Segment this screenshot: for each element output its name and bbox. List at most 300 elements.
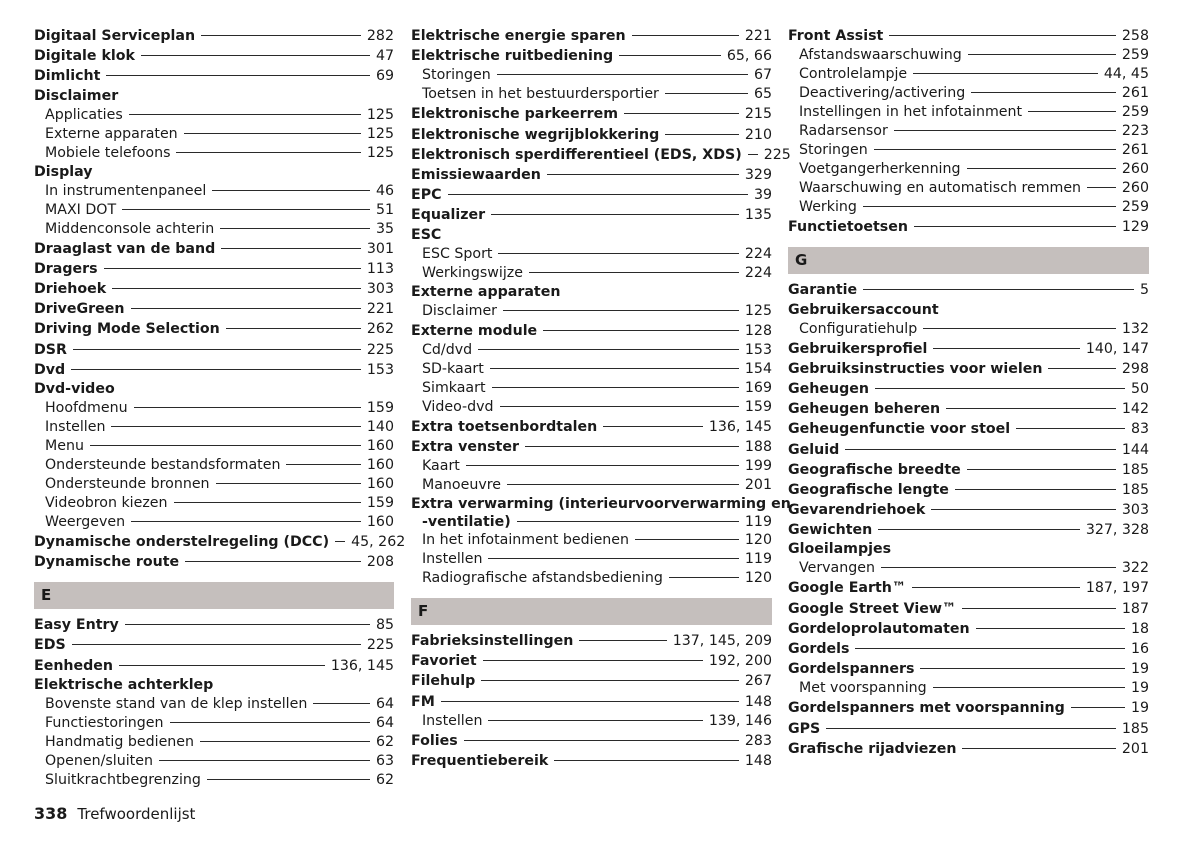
entry-page-reference: 322 — [1121, 560, 1149, 577]
entry-label: Simkaart — [422, 379, 486, 396]
index-entry — [411, 283, 772, 302]
entry-page-reference: 63 — [375, 752, 394, 769]
entry-page-reference: 51 — [375, 201, 394, 218]
entry-label: Favoriet — [411, 653, 477, 670]
index-entry — [411, 341, 772, 360]
index-entry — [34, 475, 394, 494]
index-entry — [788, 460, 1149, 480]
entry-page-reference: 224 — [744, 245, 772, 262]
index-entry — [788, 500, 1149, 520]
leader-line — [543, 330, 739, 331]
leader-line — [478, 349, 739, 350]
entry-page-reference: 225 — [366, 341, 394, 358]
entry-label: EDS — [34, 637, 66, 654]
leader-line — [635, 539, 739, 540]
leader-line — [976, 628, 1125, 629]
leader-line — [216, 483, 361, 484]
index-entry — [788, 198, 1149, 217]
entry-label: MAXI DOT — [45, 201, 117, 218]
leader-line — [619, 55, 721, 56]
index-entry — [788, 65, 1149, 84]
entry-label: Radiografische afstandsbediening — [422, 570, 663, 587]
leader-line — [967, 168, 1116, 169]
leader-line — [221, 248, 361, 249]
entry-label: Controlelampje — [799, 66, 908, 83]
index-entry — [411, 321, 772, 341]
section-header: E — [34, 582, 394, 609]
entry-label: Gebruikersprofiel — [788, 340, 928, 357]
entry-page-reference: 215 — [744, 106, 772, 123]
entry-label: GPS — [788, 720, 821, 737]
entry-page-reference: 185 — [1121, 461, 1149, 478]
index-entry — [34, 87, 394, 106]
entry-page-reference: 119 — [744, 514, 772, 531]
entry-page-reference: 35 — [375, 220, 394, 237]
entry-page-reference: 45, 262 — [351, 533, 406, 550]
entry-label: Gloeilampjes — [788, 541, 892, 558]
index-entry — [788, 698, 1149, 718]
entry-label: Instellingen in het infotainment — [799, 104, 1023, 121]
index-entry — [34, 733, 394, 752]
leader-line — [748, 154, 758, 155]
entry-label: ESC — [411, 226, 442, 243]
entry-page-reference: 153 — [744, 341, 772, 358]
leader-line — [913, 73, 1098, 74]
index-entry — [411, 550, 772, 569]
entry-page-reference: 259 — [1121, 47, 1149, 64]
entry-label: Ondersteunde bestandsformaten — [45, 456, 281, 473]
entry-page-reference: 159 — [366, 494, 394, 511]
index-entry — [34, 239, 394, 259]
entry-page-reference: 136, 145 — [708, 418, 772, 435]
index-entry — [411, 379, 772, 398]
entry-label: Fabrieksinstellingen — [411, 633, 574, 650]
entry-label: Folies — [411, 732, 458, 749]
leader-line — [547, 174, 739, 175]
leader-line — [131, 521, 361, 522]
entry-page-reference: 65, 66 — [726, 48, 772, 65]
entry-page-reference: 137, 145, 209 — [672, 633, 772, 650]
index-entry — [411, 85, 772, 104]
entry-page-reference: 62 — [375, 771, 394, 788]
index-entry — [34, 752, 394, 771]
leader-line — [665, 93, 748, 94]
entry-page-reference: 18 — [1130, 620, 1149, 637]
footer-title: Trefwoordenlijst — [77, 805, 196, 823]
entry-label: Instellen — [422, 551, 483, 568]
index-entry — [411, 46, 772, 66]
entry-page-reference: 225 — [366, 637, 394, 654]
index-entry — [34, 106, 394, 125]
entry-label: Disclaimer — [34, 87, 119, 104]
index-entry — [34, 259, 394, 279]
entry-page-reference: 201 — [1121, 740, 1149, 757]
leader-line — [492, 387, 739, 388]
leader-line — [159, 760, 370, 761]
index-entry — [411, 245, 772, 264]
leader-line — [845, 449, 1116, 450]
entry-label: Easy Entry — [34, 617, 119, 634]
entry-page-reference: 221 — [744, 28, 772, 44]
index-entry — [788, 440, 1149, 460]
leader-line — [889, 35, 1116, 36]
entry-page-reference: 301 — [366, 240, 394, 257]
entry-label: Externe module — [411, 322, 538, 339]
entry-page-reference: 187, 197 — [1085, 580, 1149, 597]
entry-page-reference: 160 — [366, 437, 394, 454]
entry-label: Handmatig bedienen — [45, 733, 195, 750]
entry-label: Videobron kiezen — [45, 494, 168, 511]
entry-page-reference: 136, 145 — [330, 657, 394, 674]
entry-page-reference: 327, 328 — [1085, 522, 1149, 539]
index-entry — [34, 494, 394, 513]
entry-page-reference: 260 — [1121, 161, 1149, 178]
entry-page-reference: 188 — [744, 438, 772, 455]
entry-page-reference: 223 — [1121, 123, 1149, 140]
entry-label: Elektrische achterklep — [34, 676, 214, 693]
entry-label: Extra verwarming (interieurvoorverwarming en — [411, 496, 791, 513]
entry-label: Ondersteunde bronnen — [45, 475, 210, 492]
index-entry — [788, 122, 1149, 141]
entry-label: Instellen — [422, 712, 483, 729]
leader-line — [1048, 368, 1115, 369]
index-entry — [788, 399, 1149, 419]
entry-label: Functiestoringen — [45, 714, 164, 731]
entry-page-reference: 64 — [375, 714, 394, 731]
index-entry — [34, 66, 394, 86]
page-number: 338 — [34, 804, 68, 823]
entry-label: Frequentiebereik — [411, 753, 549, 769]
index-entry — [34, 340, 394, 360]
entry-label: Geografische breedte — [788, 461, 961, 478]
index-entry — [411, 302, 772, 321]
entry-page-reference: 140, 147 — [1085, 340, 1149, 357]
index-entry — [411, 531, 772, 550]
leader-line — [184, 133, 361, 134]
leader-line — [579, 640, 666, 641]
entry-label: Dragers — [34, 260, 98, 277]
leader-line — [920, 668, 1124, 669]
index-entry — [788, 679, 1149, 698]
entry-label: Digitaal Serviceplan — [34, 28, 196, 44]
entry-page-reference: 142 — [1121, 401, 1149, 418]
entry-page-reference: 298 — [1121, 360, 1149, 377]
index-entry — [34, 532, 406, 552]
entry-page-reference: 159 — [366, 399, 394, 416]
index-entry — [411, 631, 772, 651]
leader-line — [104, 268, 361, 269]
entry-label: Elektronische parkeerrem — [411, 106, 619, 123]
entry-label: Werking — [799, 199, 857, 216]
entry-page-reference: 160 — [366, 456, 394, 473]
entry-label: Disclaimer — [422, 302, 498, 319]
entry-label: Draaglast van de band — [34, 240, 216, 257]
index-entry — [411, 264, 772, 283]
entry-page-reference: 83 — [1130, 421, 1149, 438]
index-entry — [788, 659, 1149, 679]
leader-line — [286, 464, 360, 465]
entry-label: Dvd — [34, 361, 66, 378]
entry-page-reference: 135 — [744, 207, 772, 224]
leader-line — [122, 209, 370, 210]
index-entry — [411, 26, 772, 46]
leader-line — [176, 152, 360, 153]
leader-line — [72, 644, 361, 645]
leader-line — [131, 308, 361, 309]
entry-label: Filehulp — [411, 673, 476, 690]
entry-page-reference: 210 — [744, 126, 772, 143]
index-entry — [411, 495, 791, 513]
page-footer — [34, 804, 195, 823]
leader-line — [313, 703, 370, 704]
entry-label: Storingen — [799, 142, 868, 159]
index-entry — [411, 185, 772, 205]
leader-line — [1028, 111, 1116, 112]
index-entry — [788, 379, 1149, 399]
index-entry — [34, 201, 394, 220]
entry-page-reference: 260 — [1121, 180, 1149, 197]
entry-page-reference: 148 — [744, 753, 772, 769]
index-entry — [788, 359, 1149, 379]
leader-line — [912, 587, 1080, 588]
leader-line — [212, 190, 370, 191]
entry-page-reference: 139, 146 — [708, 712, 772, 729]
entry-page-reference: 113 — [366, 260, 394, 277]
index-entry — [34, 380, 394, 399]
index-entry — [411, 145, 791, 165]
entry-label: Applicaties — [45, 106, 123, 123]
index-entry — [34, 279, 394, 299]
entry-page-reference: 46 — [375, 182, 394, 199]
entry-page-reference: 267 — [744, 673, 772, 690]
entry-label: Geheugen — [788, 380, 869, 397]
entry-page-reference: 144 — [1121, 441, 1149, 458]
leader-line — [874, 149, 1116, 150]
leader-line — [488, 720, 702, 721]
entry-page-reference: 125 — [366, 125, 394, 142]
entry-label: Dvd-video — [34, 380, 115, 397]
entry-label: Sluitkrachtbegrenzing — [45, 771, 201, 788]
entry-label: Display — [34, 163, 93, 180]
entry-page-reference: 129 — [1121, 219, 1149, 236]
leader-line — [669, 577, 739, 578]
leader-line — [968, 54, 1116, 55]
index-entry — [411, 165, 772, 185]
entry-page-reference: 50 — [1130, 380, 1149, 397]
entry-label: Functietoetsen — [788, 219, 908, 236]
leader-line — [111, 426, 360, 427]
entry-label: Menu — [45, 437, 84, 454]
entry-label: Equalizer — [411, 207, 486, 224]
index-entry — [34, 418, 394, 437]
entry-page-reference: 125 — [366, 144, 394, 161]
leader-line — [201, 35, 361, 36]
entry-page-reference: 128 — [744, 322, 772, 339]
leader-line — [220, 228, 370, 229]
index-entry — [411, 125, 772, 145]
leader-line — [971, 92, 1116, 93]
leader-line — [1016, 428, 1125, 429]
entry-label: Gebruikersaccount — [788, 301, 939, 318]
index-entry — [34, 144, 394, 163]
leader-line — [226, 328, 361, 329]
entry-label: Gewichten — [788, 522, 873, 539]
leader-line — [185, 561, 361, 562]
entry-label: Deactivering/activering — [799, 85, 966, 102]
entry-page-reference: 169 — [744, 379, 772, 396]
entry-page-reference: 140 — [366, 418, 394, 435]
entry-page-reference: 120 — [744, 570, 772, 587]
index-entry — [34, 635, 394, 655]
entry-label: Weergeven — [45, 513, 126, 530]
entry-page-reference: 303 — [366, 280, 394, 297]
entry-label: Met voorspanning — [799, 680, 927, 697]
entry-label: Middenconsole achterin — [45, 220, 215, 237]
entry-page-reference: 125 — [744, 302, 772, 319]
index-entry — [411, 671, 772, 691]
index-entry — [411, 417, 772, 437]
entry-page-reference: 225 — [763, 146, 791, 163]
entry-page-reference: 65 — [753, 86, 772, 103]
entry-label: -ventilatie) — [422, 514, 511, 531]
leader-line — [632, 35, 739, 36]
entry-label: Openen/sluiten — [45, 752, 153, 769]
entry-page-reference: 221 — [366, 301, 394, 318]
entry-label: SD-kaart — [422, 360, 484, 377]
entry-label: Radarsensor — [799, 123, 888, 140]
entry-label: DSR — [34, 341, 67, 358]
entry-label: Mobiele telefoons — [45, 144, 171, 161]
leader-line — [962, 748, 1115, 749]
entry-label: Elektronische wegrijblokkering — [411, 126, 660, 143]
section-header: F — [411, 598, 772, 625]
leader-line — [875, 388, 1125, 389]
index-entry — [34, 656, 394, 676]
index-entry — [34, 46, 394, 66]
entry-label: Hoofdmenu — [45, 399, 128, 416]
index-entry — [34, 695, 394, 714]
entry-page-reference: 262 — [366, 321, 394, 338]
entry-page-reference: 119 — [744, 551, 772, 568]
entry-label: Driehoek — [34, 280, 107, 297]
index-entry — [34, 771, 394, 790]
leader-line — [491, 214, 739, 215]
entry-label: Dimlicht — [34, 68, 101, 85]
entry-label: Geografische lengte — [788, 481, 949, 498]
leader-line — [894, 130, 1116, 131]
entry-page-reference: 19 — [1130, 680, 1149, 697]
entry-page-reference: 153 — [366, 361, 394, 378]
index-entry — [788, 639, 1149, 659]
index-entry — [34, 676, 394, 695]
entry-page-reference: 329 — [744, 166, 772, 183]
entry-label: Video-dvd — [422, 398, 494, 415]
index-entry — [788, 301, 1149, 320]
entry-label: EPC — [411, 187, 442, 204]
leader-line — [174, 502, 361, 503]
leader-line — [1087, 187, 1116, 188]
section-header: G — [788, 247, 1149, 274]
leader-line — [525, 446, 739, 447]
index-entry — [34, 26, 394, 46]
index-entry — [34, 552, 394, 572]
entry-label: Digitale klok — [34, 48, 135, 65]
index-entry — [34, 513, 394, 532]
leader-line — [441, 701, 739, 702]
entry-label: Extra venster — [411, 438, 519, 455]
index-entry — [34, 456, 394, 475]
entry-page-reference: 44, 45 — [1103, 66, 1149, 83]
leader-line — [962, 608, 1116, 609]
entry-label: Instellen — [45, 418, 106, 435]
leader-line — [529, 272, 739, 273]
leader-line — [483, 660, 703, 661]
entry-page-reference: 187 — [1121, 600, 1149, 617]
entry-label: Afstandswaarschuwing — [799, 47, 962, 64]
entry-page-reference: 201 — [744, 477, 772, 494]
index-entry — [788, 520, 1149, 540]
index-entry — [411, 513, 772, 531]
index-entry — [788, 103, 1149, 122]
entry-label: Elektrische energie sparen — [411, 28, 626, 44]
index-entry — [788, 559, 1149, 578]
entry-page-reference: 154 — [744, 360, 772, 377]
entry-page-reference: 303 — [1121, 502, 1149, 519]
entry-page-reference: 5 — [1139, 282, 1149, 299]
entry-page-reference: 148 — [744, 693, 772, 710]
index-entry — [34, 182, 394, 201]
leader-line — [500, 406, 739, 407]
entry-label: Google Street View™ — [788, 600, 957, 617]
leader-line — [125, 624, 370, 625]
entry-label: Grafische rijadviezen — [788, 740, 957, 757]
index-entry — [411, 651, 772, 671]
index-entry — [411, 360, 772, 379]
index-entry — [411, 66, 772, 85]
leader-line — [464, 740, 739, 741]
leader-line — [106, 75, 369, 76]
entry-label: Elektronisch sperdifferentieel (EDS, XDS) — [411, 146, 742, 163]
index-entry — [34, 163, 394, 182]
leader-line — [878, 529, 1080, 530]
index-entry — [411, 457, 772, 476]
index-column-3 — [788, 26, 1149, 759]
entry-label: In het infotainment bedienen — [422, 532, 630, 549]
entry-page-reference: 19 — [1130, 661, 1149, 678]
entry-label: Cd/dvd — [422, 341, 473, 358]
leader-line — [129, 114, 361, 115]
entry-page-reference: 85 — [375, 617, 394, 634]
entry-page-reference: 185 — [1121, 720, 1149, 737]
index-entry — [411, 712, 772, 731]
leader-line — [955, 489, 1116, 490]
leader-line — [554, 760, 739, 761]
leader-line — [624, 113, 739, 114]
leader-line — [488, 558, 738, 559]
index-entry — [788, 320, 1149, 339]
index-entry — [411, 569, 772, 588]
index-entry — [788, 578, 1149, 598]
leader-line — [933, 348, 1079, 349]
entry-label: Gordels — [788, 641, 850, 657]
leader-line — [112, 288, 361, 289]
index-entry — [788, 217, 1149, 237]
index-column-1 — [34, 26, 406, 790]
index-entry — [34, 299, 394, 319]
entry-label: Bovenste stand van de klep instellen — [45, 695, 308, 712]
index-entry — [788, 619, 1149, 639]
index-entry — [788, 540, 1149, 559]
